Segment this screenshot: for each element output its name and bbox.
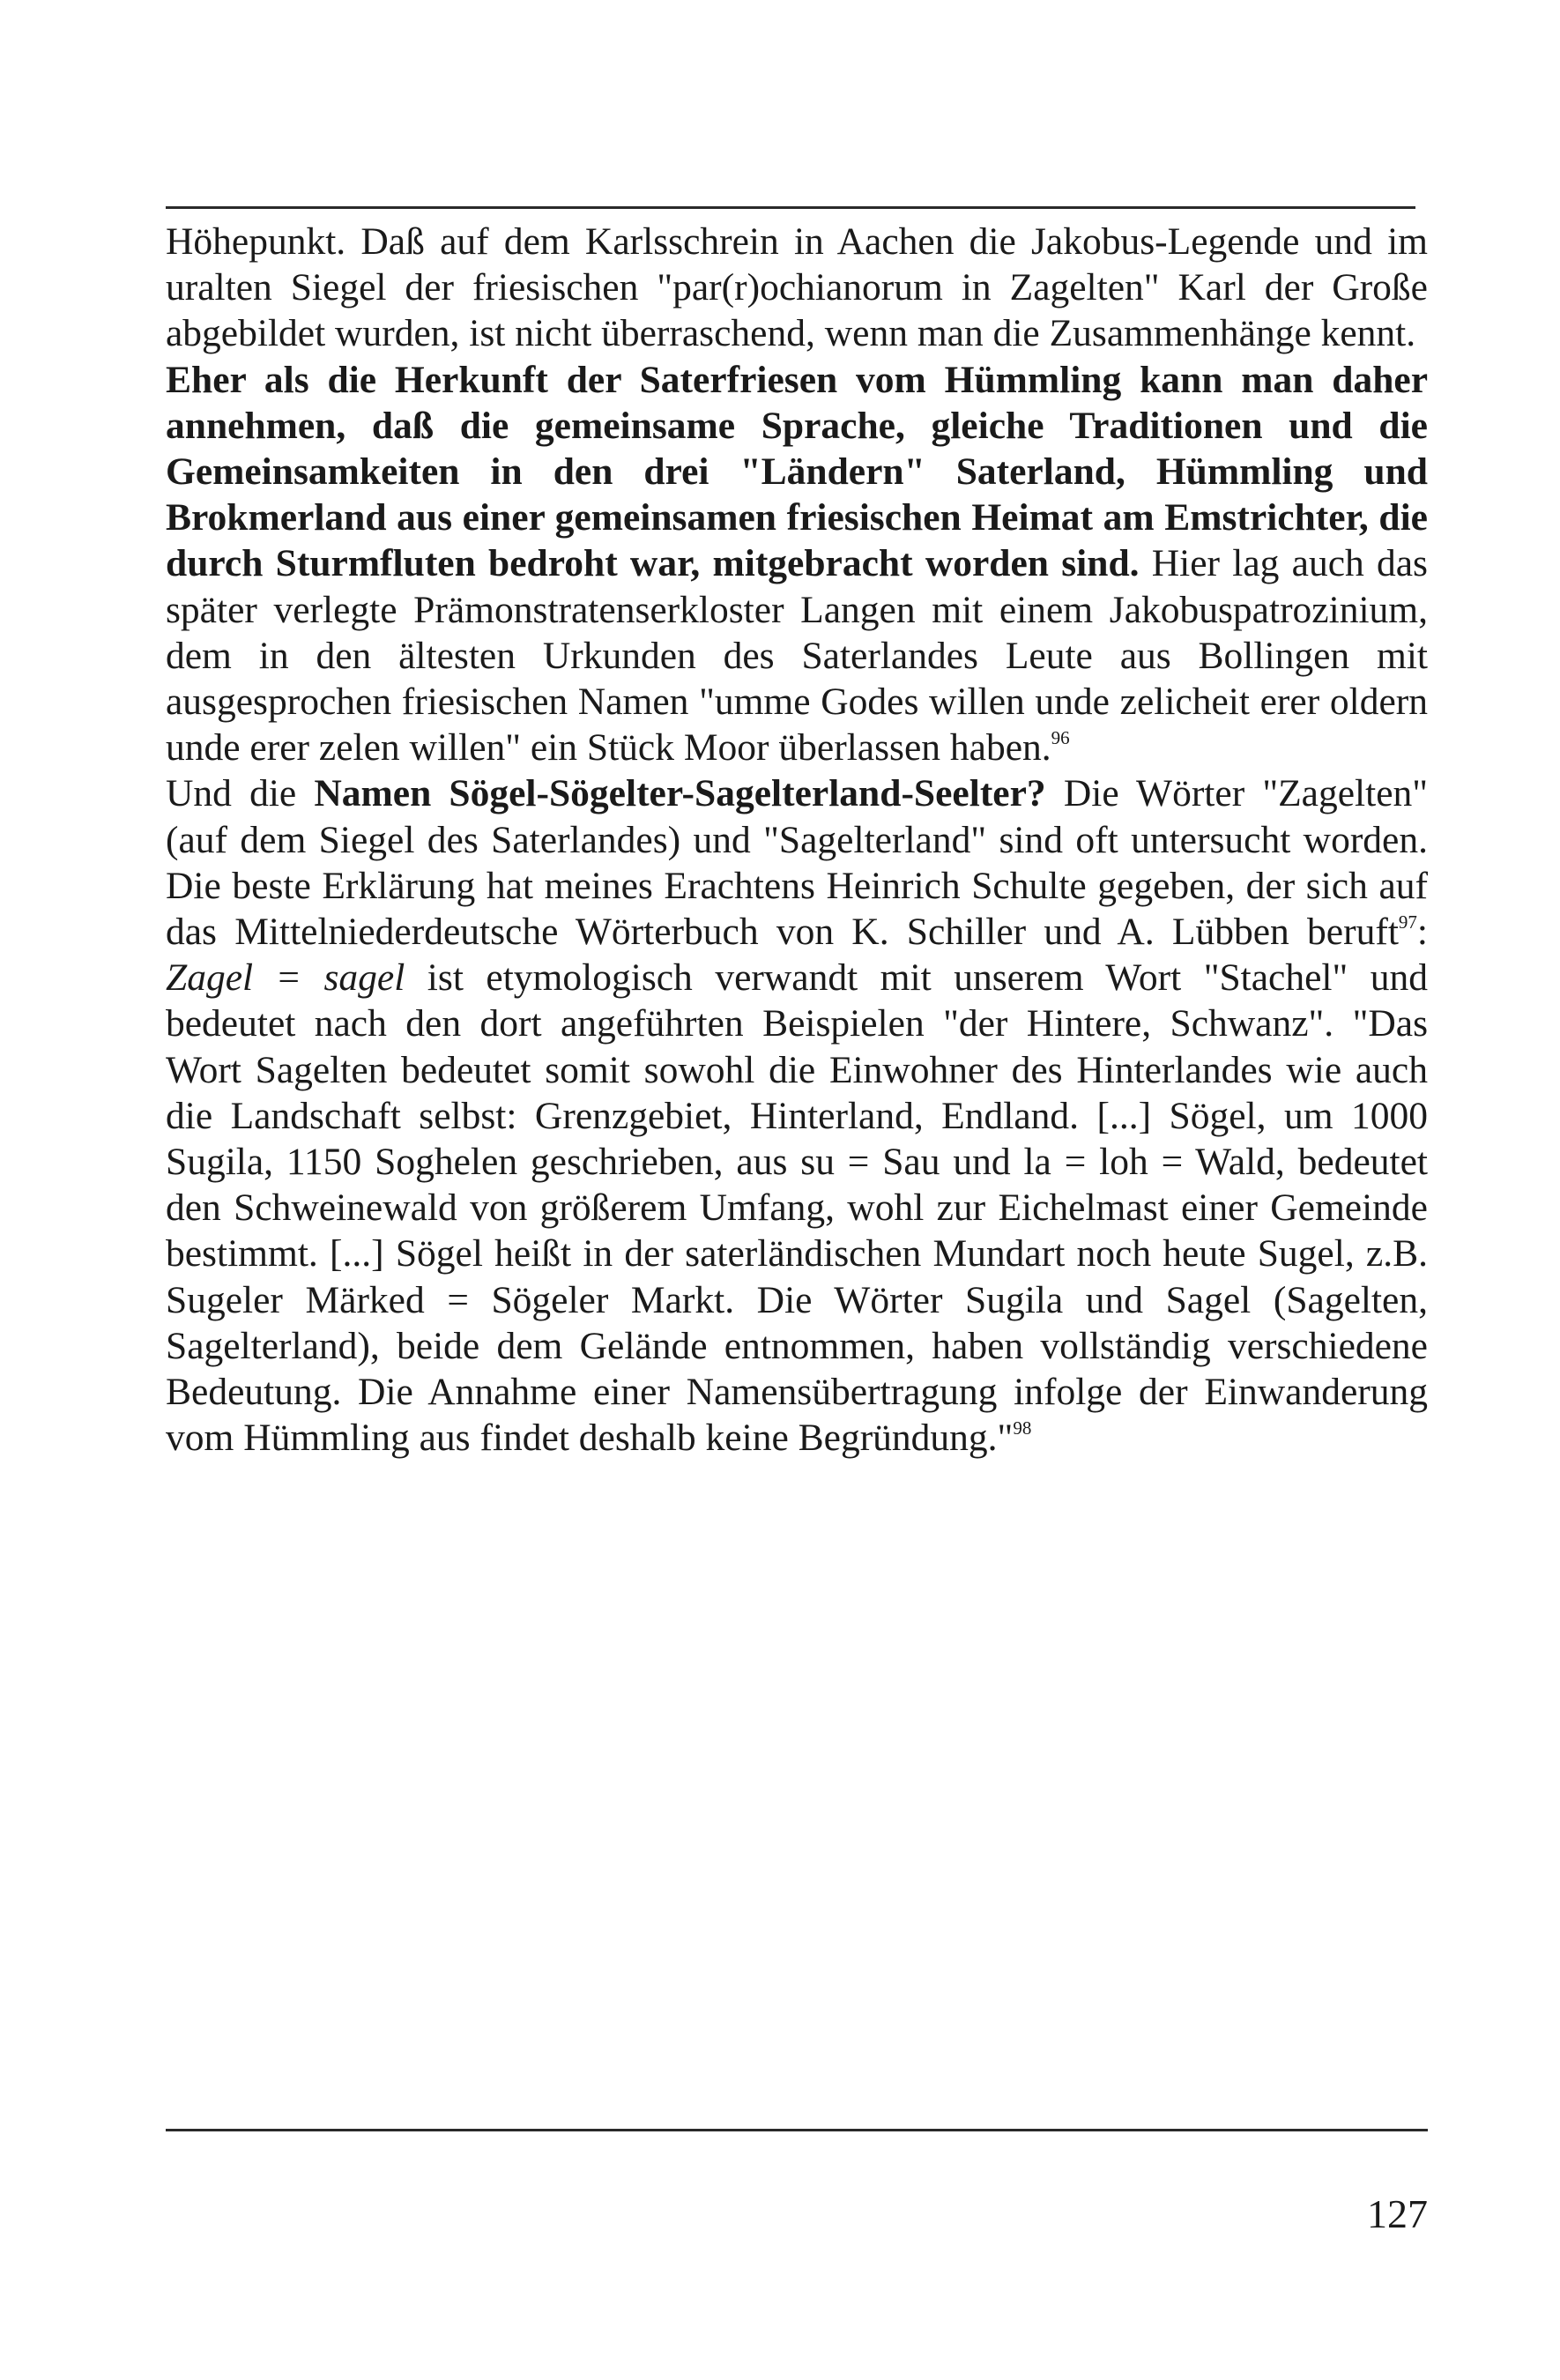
paragraph-3 xyxy=(166,770,1428,1461)
bottom-rule xyxy=(166,2129,1428,2131)
top-rule xyxy=(166,206,1415,209)
footnote-ref-97: 97 xyxy=(1398,911,1417,933)
paragraph-3-italic-text: Zagel = sagel xyxy=(166,956,405,1000)
paragraph-2 xyxy=(166,357,1428,771)
paragraph-3-bold-text: Namen Sögel-Sögelter-Sagelterland-Seelter? xyxy=(314,772,1046,815)
paragraph-3-colon: : xyxy=(1416,911,1428,954)
paragraph-2-text: Hier lag auch das später verlegte Prämonstratenserkloster Langen mit einem Jakobuspatrozinium, dem in den ältesten Urkunden des Saterlandes Leute aus Bollingen mit ausgesprochen friesischen Namen "umme Godes willen unde zelicheit erer oldern unde erer zelen willen" ein Stück Moor überlassen haben. xyxy=(166,542,1428,770)
footnote-ref-98: 98 xyxy=(1013,1417,1032,1439)
paragraph-3-text-1: Die Wörter "Zagelten" (auf dem Siegel des Saterlandes) und "Sagelterland" sind oft untersucht worden. Die beste Erklärung hat meines Erachtens Heinrich Schulte gegeben, der sich auf das Mittelniederdeutsche Wörterbuch von K. Schiller und A. Lübben beruft xyxy=(166,772,1429,954)
paragraph-2-bold-text: Eher als die Herkunft der Saterfriesen vom Hümmling kann man daher annehmen, daß die gemeinsame Sprache, gleiche Traditionen und die Gemeinsamkeiten in den drei "Ländern" Saterland, Hümmling und Brokmerland aus einer gemeinsamen friesischen Heimat am Emstrichter, die durch Sturmfluten bedroht war, mitgebracht worden sind. xyxy=(166,358,1428,585)
paragraph-1 xyxy=(166,219,1428,357)
paragraph-3-text-2: ist etymologisch verwandt mit unserem Wort "Stachel" und bedeutet nach den dort angeführten Beispielen "der Hintere, Schwanz". "Das Wort Sagelten bedeutet somit sowohl die Einwohner des Hinterlandes wie auch die Landschaft selbst: Grenzgebiet, Hinterland, Endland. [...] Sögel, um 1000 Sugila, 1150 Soghelen geschrieben, aus su = Sau und la = loh = Wald, bedeutet den Schweinewald von größerem Umfang, wohl zur Eichelmast einer Gemeinde bestimmt. [...] Sögel heißt in der saterländischen Mundart noch heute Sugel, z.B. Sugeler Märked = Sögeler Markt. Die Wörter Sugila und Sagel (Sagelten, Sagelterland), beide dem Gelände entnommen, haben vollständig verschiedene Bedeutung. Die Annahme einer Namensübertragung infolge der Einwanderung vom Hümmling aus findet deshalb keine Begründung." xyxy=(166,956,1429,1460)
footnote-ref-96: 96 xyxy=(1051,727,1070,749)
paragraph-1-text: Höhepunkt. Daß auf dem Karlsschrein in Aachen die Jakobus-Legende und im uralten Siegel der friesischen "par(r)ochianorum in Zagelten" Karl der Große abgebildet wurden, ist nicht überraschend, wenn man die Zusammenhänge kennt. xyxy=(166,220,1428,355)
body-text xyxy=(166,219,1428,1461)
paragraph-3-lead: Und die xyxy=(166,772,315,815)
page-number: 127 xyxy=(1367,2191,1428,2236)
